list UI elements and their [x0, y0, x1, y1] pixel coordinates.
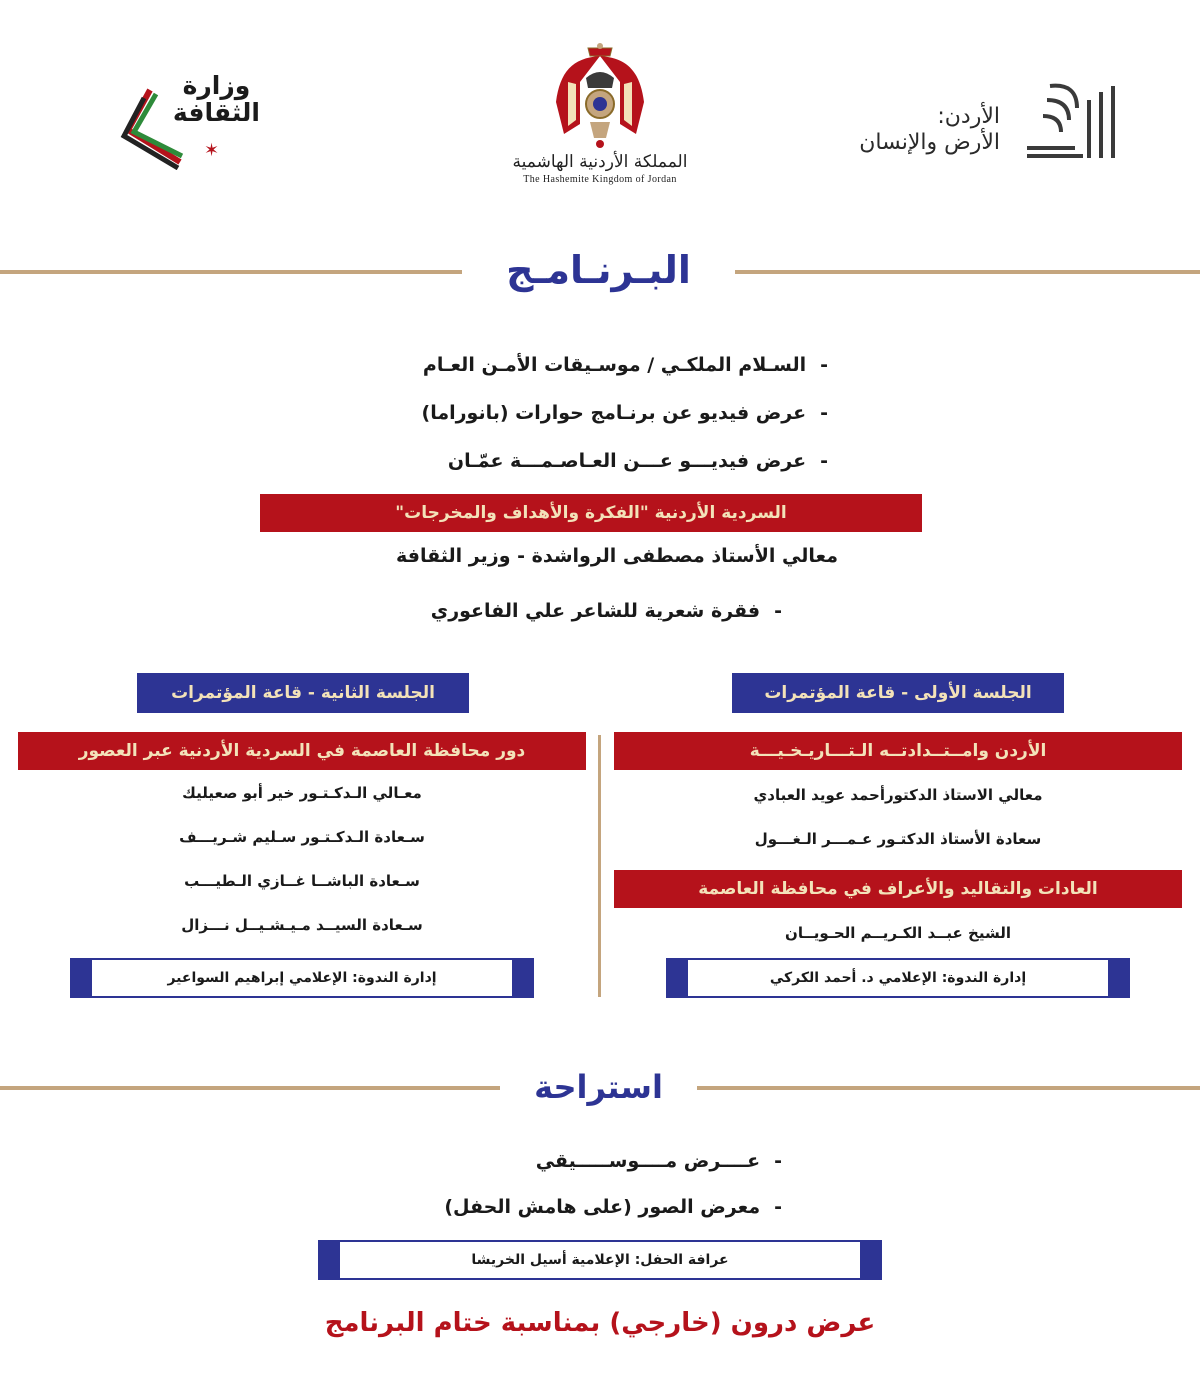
- session2-speaker-3: سـعادة الباشــا غــازي الـطيـــب: [184, 872, 420, 890]
- program-item-2: [422, 402, 828, 424]
- session1-moderator-text: إدارة الندوة: الإعلامي د. أحمد الكركي: [769, 970, 1027, 986]
- host-text: عرافة الحفل: الإعلامية أسيل الخريشا: [471, 1252, 729, 1268]
- break-rule-right: [697, 1086, 1200, 1090]
- brand-logo: [820, 78, 1120, 168]
- brand-line-2: الأرض والإنسان: [859, 130, 1000, 155]
- bullet-dash: -: [774, 1150, 782, 1172]
- bullet-dash: -: [774, 1196, 782, 1218]
- program-item-1: [423, 354, 828, 376]
- break-title: استراحة: [534, 1068, 663, 1106]
- session1-title: الجلسة الأولى - قاعة المؤتمرات: [732, 673, 1064, 713]
- program-title: البـرنـامـج: [506, 248, 691, 292]
- session1-speaker-2: سعادة الأستاذ الدكتـور عـمـــر الـغـــول: [754, 830, 1042, 848]
- crest-english-caption: The Hashemite Kingdom of Jordan: [523, 174, 677, 185]
- break-item-2: [444, 1196, 782, 1218]
- session1-speaker-3: الشيخ عبــد الكـريــم الحـويــان: [785, 924, 1011, 942]
- session2-title: الجلسة الثانية - قاعة المؤتمرات: [137, 673, 469, 713]
- narrative-banner: السردية الأردنية "الفكرة والأهداف والمخرجات": [260, 494, 922, 532]
- bullet-dash: -: [820, 402, 828, 424]
- ministry-line-1: وزارة: [182, 71, 251, 100]
- brand-slogan: [859, 104, 1000, 156]
- star-icon: ✶: [204, 140, 220, 161]
- minister-line: معالي الأستاذ مصطفى الرواشدة - وزير الثقافة: [396, 545, 838, 567]
- host-box: [318, 1240, 882, 1280]
- break-item-1: [536, 1150, 782, 1172]
- ministry-line-2: الثقافة: [172, 98, 260, 127]
- program-item-text: عرض فيديو عن برنـامج حوارات (بانوراما): [421, 402, 807, 424]
- session2-speaker-2: سـعادة الـدكـتـور سـليم شـريـــف: [179, 828, 425, 846]
- session2-moderator: [70, 958, 534, 998]
- brand-line-1: الأردن:: [937, 104, 1000, 129]
- break-item-text: عــــرض مــــوســـــيقي: [535, 1150, 761, 1172]
- session2-speaker-1: معـالي الـدكـتـور خير أبو صعيليك: [182, 784, 422, 802]
- break-rule-left: [0, 1086, 500, 1090]
- session2-moderator-text: إدارة الندوة: الإعلامي إبراهيم السواعير: [167, 970, 437, 986]
- program-item-text: عرض فيديـــو عـــن العـاصـمـــة عمّـان: [447, 450, 807, 472]
- ministry-logo: [120, 72, 270, 167]
- session1-moderator: [666, 958, 1130, 998]
- crest-emblem-icon: [550, 42, 650, 150]
- session2-speaker-4: سـعادة السيــد مـيـشـيــل نـــزال: [181, 916, 423, 934]
- session2-topic: دور محافظة العاصمة في السردية الأردنية عبر العصور: [18, 732, 586, 770]
- program-item-text: السـلام الملكـي / موسـيقات الأمـن العـام: [422, 354, 807, 376]
- session1-topic1: الأردن وامــتــدادتــه الـتـــاريـخـيـــة: [614, 732, 1182, 770]
- bullet-dash: -: [820, 450, 828, 472]
- title-rule-right: [735, 270, 1200, 274]
- brand-arcs-icon: [1025, 78, 1120, 163]
- title-rule-left: [0, 270, 462, 274]
- bullet-dash: -: [820, 354, 828, 376]
- crest-arabic-caption: المملكة الأردنية الهاشمية: [512, 152, 688, 172]
- break-item-text: معرض الصور (على هامش الحفل): [444, 1196, 761, 1218]
- program-item-3: [448, 450, 828, 472]
- bullet-dash: -: [774, 600, 782, 622]
- royal-crest: [505, 42, 695, 202]
- session1-topic2: العادات والتقاليد والأعراف في محافظة العاصمة: [614, 870, 1182, 908]
- column-divider: [598, 735, 601, 997]
- closing-line: عرض درون (خارجي) بمناسبة ختام البرنامج: [324, 1308, 876, 1338]
- ministry-name: [173, 72, 260, 126]
- session1-speaker-1: معالي الاستاذ الدكتورأحمد عويد العبادي: [753, 786, 1043, 804]
- poetry-item-text: فقرة شعرية للشاعر علي الفاعوري: [430, 600, 761, 622]
- poetry-item: [431, 600, 782, 622]
